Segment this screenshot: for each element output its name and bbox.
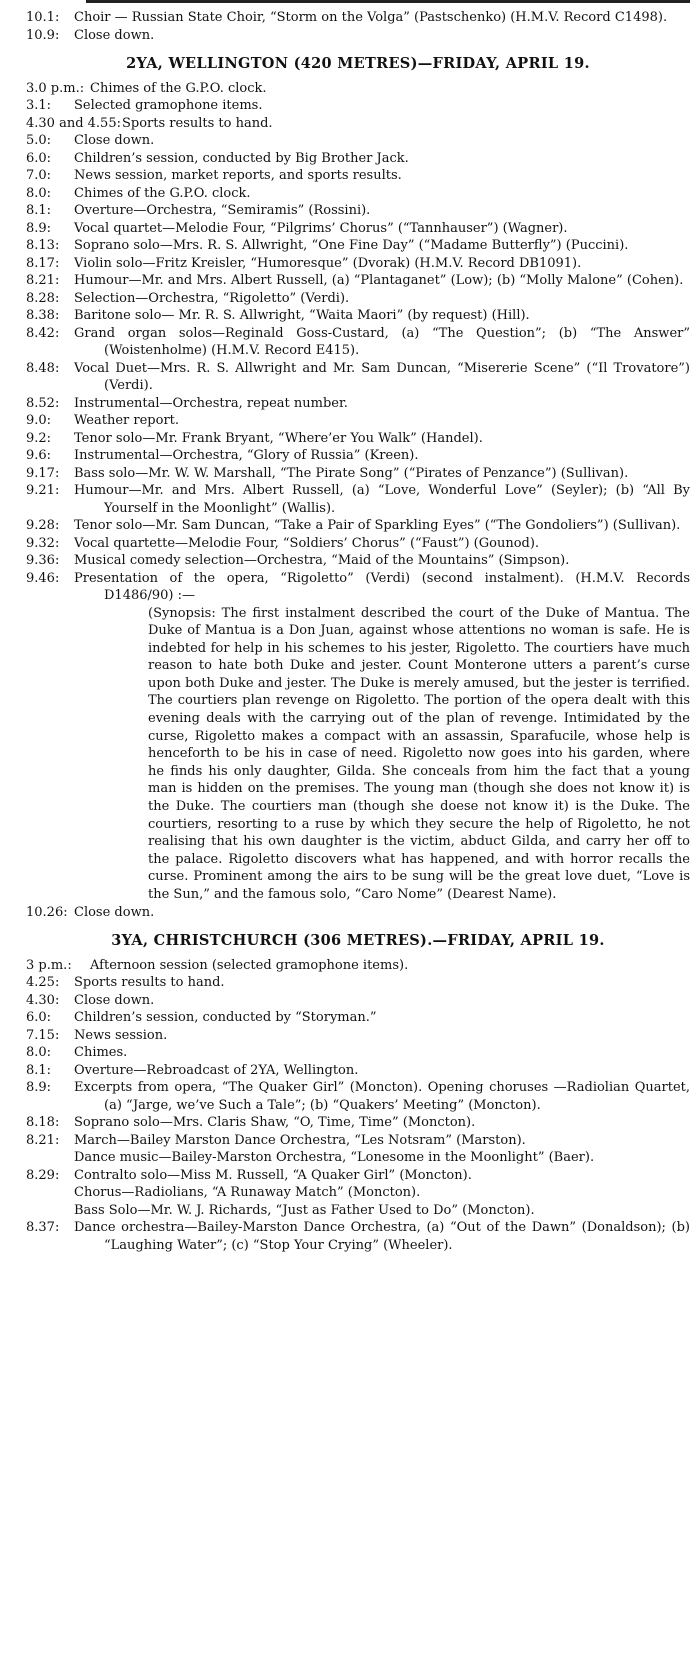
opera-synopsis: (Synopsis: The first instalment described the court of the Duke of Mantua. The Duke of Mantua is a Don Juan, against whose attentions no woman is safe. He is indebted for help in his schemes to his jester, Rigoletto. The courtiers have much reason to hate both Duke and jester. Count Monterone utters a parent’s curse upon both Duke and jester. The Duke is merely amused, but the jester is terrified. The courtiers plan revenge on Rigoletto. The portion of the opera dealt with this evening deals with the carrying out of the plan of revenge. Intimidated by the curse, Rigoletto makes a compact with an assassin, Sparafucile, whose help is henceforth to be his in case of need. Rigoletto now goes into his garden, where he finds his only daughter, Gilda. She conceals from him the fact that a young man is hidden on the premises. The young man (though she does not know it) is the Duke. The courtiers man (though she doese not know it) is the Duke. The courtiers, resorting to a ruse by which they secure the help of Rigoletto, he not realising that his own daughter is the victim, abduct Gilda, and carry her off to the palace. Rigoletto discovers what has happened, and with horror recalls the curse. Prominent among the airs to be sung will be the great love duet, “Love is the Sun,” and the famous solo, “Caro Nome” (Dearest Name). <box>148 605 690 902</box>
program-entry <box>26 1009 690 1027</box>
entry-time: 5.0: <box>26 133 52 148</box>
entry-time: 9.2: <box>26 430 52 446</box>
program-entry <box>26 1027 690 1045</box>
program-entry <box>26 360 690 395</box>
entry-desc: Close down. <box>74 27 155 43</box>
entry-desc: News session. <box>74 1027 168 1043</box>
entry-desc: Selected gramophone items. <box>74 98 263 113</box>
entry-desc: Chimes of the G.P.O. clock. <box>90 80 267 96</box>
entry-time: 10.1: <box>26 10 60 25</box>
entry-time: 6.0: <box>26 150 52 166</box>
entry-desc: Excerpts from opera, “The Quaker Girl” (Moncton). Opening choruses —Radiolian Quartet, (a) “Jarge, we’ve Such a Tale”; (b) “Quakers’ Meeting” (Moncton). <box>74 1080 690 1113</box>
program-entry <box>26 552 690 570</box>
program-entry <box>26 167 690 185</box>
sub-item: Bass Solo—Mr. W. J. Richards, “Just as Father Used to Do” (Moncton). <box>74 1202 535 1218</box>
entry-time: 8.0: <box>26 185 52 201</box>
program-entry <box>26 132 690 150</box>
entry-time: 3.0 p.m.: <box>26 80 85 96</box>
entry-desc: Presentation of the opera, “Rigoletto” (Verdi) (second instalment). (H.M.V. Records D1486/90) :— <box>74 570 690 603</box>
entry-desc: Vocal quartet—Melodie Four, “Pilgrims’ Chorus” (“Tannhauser”) (Wagner). <box>74 220 568 236</box>
entry-time: 8.18: <box>26 1115 60 1131</box>
program-entry <box>26 1079 690 1114</box>
entry-time: 8.0: <box>26 1045 52 1061</box>
entry-desc: Humour—Mr. and Mrs. Albert Russell, (a) “Plantaganet” (Low); (b) “Molly Malone” (Cohen). <box>74 273 684 288</box>
entry-desc: Chimes of the G.P.O. clock. <box>74 185 251 201</box>
program-entry <box>26 570 690 605</box>
station-3ya-entries <box>26 957 690 1255</box>
program-entry <box>26 1062 690 1080</box>
entry-time: 8.13: <box>26 238 60 253</box>
entry-time: 8.28: <box>26 290 60 306</box>
program-entry <box>26 27 690 45</box>
entry-time: 4.25: <box>26 975 60 991</box>
entry-desc: Contralto solo—Miss M. Russell, “A Quaker Girl” (Moncton). <box>74 1167 472 1183</box>
entry-time: 7.15: <box>26 1027 60 1043</box>
entry-desc: Humour—Mr. and Mrs. Albert Russell, (a) “Love, Wonderful Love” (Seyler); (b) “All By Yourself in the Moonlight” (Wallis). <box>74 483 690 516</box>
entry-desc: Children’s session, conducted by “Storyman.” <box>74 1010 377 1026</box>
entry-time: 8.9: <box>26 220 52 236</box>
entry-desc: Sports results to hand. <box>122 115 273 131</box>
program-entry <box>26 904 690 922</box>
program-entry <box>26 272 690 290</box>
entry-desc: Chimes. <box>74 1045 128 1061</box>
entry-time: 9.6: <box>26 448 52 463</box>
entry-desc: Close down. <box>74 904 155 920</box>
entry-time: 8.38: <box>26 308 60 323</box>
program-entry <box>26 290 690 308</box>
entry-desc: Overture—Orchestra, “Semiramis” (Rossini). <box>74 203 371 218</box>
entry-time: 9.0: <box>26 413 52 428</box>
entry-time: 8.17: <box>26 255 60 271</box>
entry-desc: Dance orchestra—Bailey-Marston Dance Orchestra, (a) “Out of the Dawn” (Donaldson); (b) “Laughing Water”; (c) “Stop Your Crying” (Wheeler). <box>74 1220 690 1253</box>
entry-desc: Overture—Rebroadcast of 2YA, Wellington. <box>74 1062 359 1078</box>
program-entry <box>26 307 690 325</box>
entry-desc: Sports results to hand. <box>74 975 225 991</box>
entry-time: 9.21: <box>26 483 60 498</box>
program-entry <box>26 255 690 273</box>
program-entry <box>26 1219 690 1254</box>
station-heading-2ya: 2YA, WELLINGTON (420 METRES)—FRIDAY, APRIL 19. <box>126 55 590 72</box>
entry-time: 9.17: <box>26 465 60 481</box>
top-entries <box>26 9 690 44</box>
entry-desc: Soprano solo—Mrs. Claris Shaw, “O, Time, Time” (Moncton). <box>74 1115 476 1131</box>
program-entry <box>26 412 690 430</box>
program-entry <box>26 97 690 115</box>
entry-time: 4.30: <box>26 992 60 1008</box>
entry-time: 3.1: <box>26 98 52 113</box>
station-2ya-entries <box>26 80 690 922</box>
entry-time: 9.28: <box>26 518 60 533</box>
program-entry <box>26 1167 690 1185</box>
program-entry <box>26 430 690 448</box>
entry-desc: Tenor solo—Mr. Sam Duncan, “Take a Pair of Sparkling Eyes” (“The Gondoliers”) (Sullivan). <box>74 518 681 533</box>
entry-desc: Instrumental—Orchestra, “Glory of Russia” (Kreen). <box>74 448 419 463</box>
entry-time: 8.48: <box>26 360 60 376</box>
program-entry <box>26 517 690 535</box>
station-heading-3ya: 3YA, CHRISTCHURCH (306 METRES).—FRIDAY, APRIL 19. <box>111 932 605 950</box>
entry-desc: Instrumental—Orchestra, repeat number. <box>74 395 348 411</box>
entry-time: 10.9: <box>26 27 60 43</box>
entry-time: 9.46: <box>26 570 60 586</box>
program-entry <box>26 1132 690 1150</box>
program-entry <box>26 395 690 413</box>
entry-time: 9.36: <box>26 553 60 568</box>
entry-desc: Bass solo—Mr. W. W. Marshall, “The Pirate Song” (“Pirates of Penzance”) (Sullivan). <box>74 465 629 481</box>
entry-desc: Musical comedy selection—Orchestra, “Maid of the Mountains” (Simpson). <box>74 553 570 568</box>
entry-desc: Close down. <box>74 992 155 1008</box>
program-entry <box>26 9 690 27</box>
program-entry <box>26 974 690 992</box>
entry-time: 8.37: <box>26 1220 60 1236</box>
entry-time: 8.52: <box>26 395 60 411</box>
sub-item: Dance music—Bailey-Marston Orchestra, “Lonesome in the Moonlight” (Baer). <box>74 1150 595 1166</box>
program-entry <box>26 80 690 98</box>
program-entry <box>26 115 690 133</box>
entry-desc: Vocal quartette—Melodie Four, “Soldiers’ Chorus” (“Faust”) (Gounod). <box>74 535 540 551</box>
entry-desc: Grand organ solos—Reginald Goss-Custard, (a) “The Question”; (b) “The Answer” (Woistenholme) (H.M.V. Record E415). <box>74 325 690 358</box>
entry-desc: Vocal Duet—Mrs. R. S. Allwright and Mr. Sam Duncan, “Misererie Scene” (“Il Trovatore”) (Verdi). <box>74 360 690 393</box>
program-entry <box>26 150 690 168</box>
entry-desc: Choir — Russian State Choir, “Storm on the Volga” (Pastschenko) (H.M.V. Record C1498). <box>74 10 668 25</box>
entry-time: 8.9: <box>26 1080 52 1096</box>
entry-desc: Children’s session, conducted by Big Brother Jack. <box>74 150 409 166</box>
entry-desc: Soprano solo—Mrs. R. S. Allwright, “One Fine Day” (“Madame Butterfly”) (Puccini). <box>74 238 629 253</box>
program-entry <box>26 237 690 255</box>
entry-time: 7.0: <box>26 168 52 183</box>
program-entry <box>26 220 690 238</box>
program-entry <box>26 1044 690 1062</box>
entry-desc: Weather report. <box>74 413 180 428</box>
program-entry <box>26 185 690 203</box>
program-entry <box>26 447 690 465</box>
entry-time: 3 p.m.: <box>26 957 72 973</box>
program-entry <box>26 535 690 553</box>
entry-time: 8.1: <box>26 1062 52 1078</box>
program-entry <box>26 992 690 1010</box>
program-entry <box>26 482 690 517</box>
entry-desc: Selection—Orchestra, “Rigoletto” (Verdi). <box>74 290 350 306</box>
entry-desc: Close down. <box>74 133 155 148</box>
entry-time: 6.0: <box>26 1010 52 1026</box>
program-entry <box>26 465 690 483</box>
entry-desc: Afternoon session (selected gramophone items). <box>90 957 409 973</box>
entry-desc: Tenor solo—Mr. Frank Bryant, “Where’er You Walk” (Handel). <box>74 430 483 446</box>
entry-time: 9.32: <box>26 535 60 551</box>
entry-time: 8.21: <box>26 1132 60 1148</box>
entry-time: 8.1: <box>26 203 52 218</box>
sub-item: Chorus—Radiolians, “A Runaway Match” (Moncton). <box>74 1185 421 1201</box>
top-rule <box>86 0 690 3</box>
entry-desc: Violin solo—Fritz Kreisler, “Humoresque” (Dvorak) (H.M.V. Record DB1091). <box>74 255 582 271</box>
entry-time: 8.29: <box>26 1167 60 1183</box>
entry-time: 8.42: <box>26 325 60 341</box>
entry-desc: Baritone solo— Mr. R. S. Allwright, “Waita Maori” (by request) (Hill). <box>74 308 530 323</box>
program-entry <box>26 325 690 360</box>
program-entry <box>26 1114 690 1132</box>
entry-time: 8.21: <box>26 273 60 288</box>
entry-time: 10.26: <box>26 904 68 920</box>
entry-desc: News session, market reports, and sports results. <box>74 168 402 183</box>
entry-desc: March—Bailey Marston Dance Orchestra, “Les Notsram” (Marston). <box>74 1132 526 1148</box>
program-entry <box>26 957 690 975</box>
entry-time: 4.30 and 4.55: <box>26 115 121 131</box>
program-entry <box>26 202 690 220</box>
